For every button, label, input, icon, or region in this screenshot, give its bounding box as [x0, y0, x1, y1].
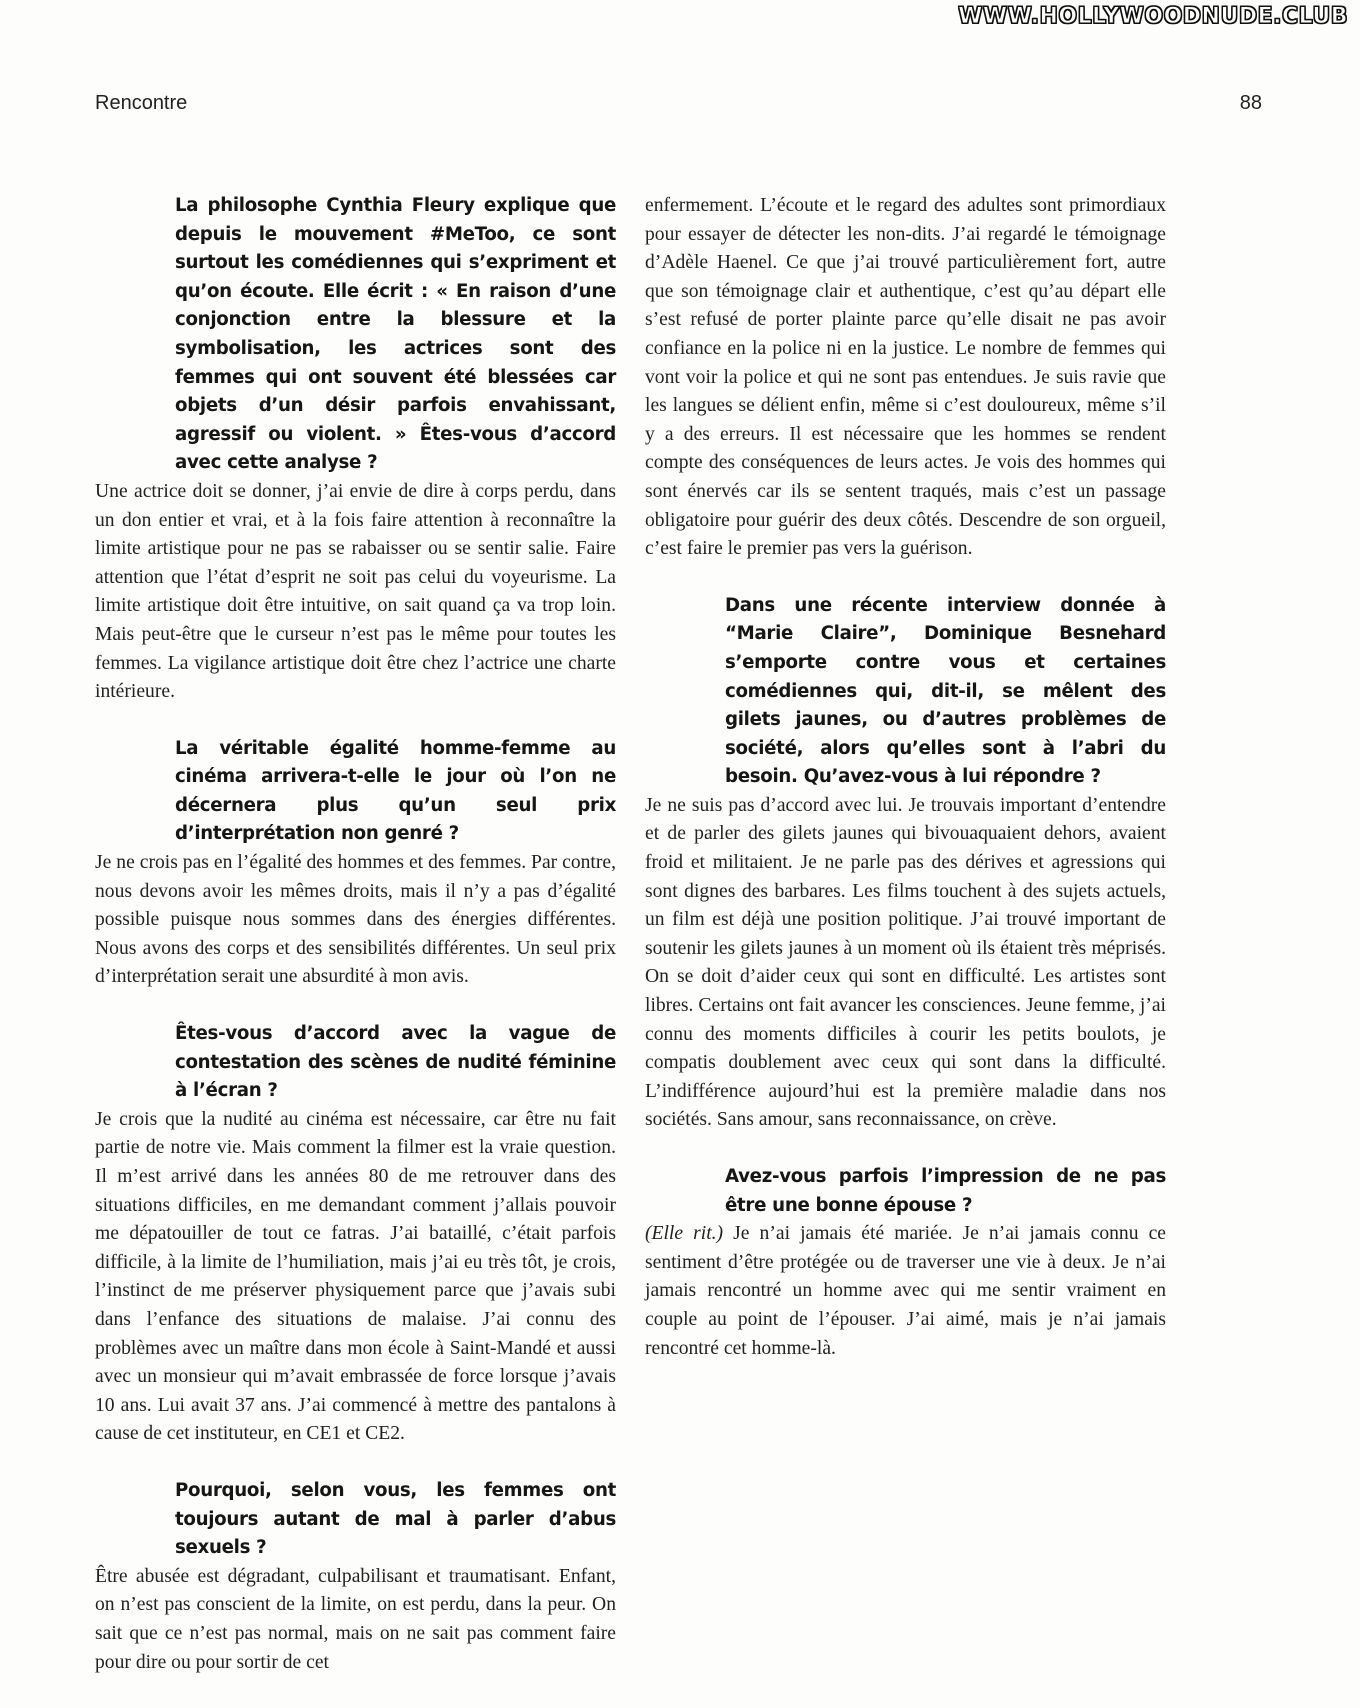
page-number: 88 — [1239, 92, 1262, 114]
answer-2: Je ne crois pas en l’égalité des hommes et des femmes. Par contre, nous devons avoir les mêmes droits, mais il n’y a pas d’égalité possible puisque nous sommes dans des énergies différentes. Nous avons des corps et des sensibilités différentes. Un seul prix d’interprétation serait une absurdité à mon avis. — [95, 852, 616, 988]
left-column — [95, 192, 616, 1677]
right-column — [645, 192, 1166, 1363]
answer-6-aside: (Elle rit.) — [645, 1223, 724, 1245]
question-4: Pourquoi, selon vous, les femmes ont toujours autant de mal à parler d’abus sexuels ? — [175, 1479, 616, 1559]
watermark: WWW.HOLLYWOODNUDE.CLUB — [958, 4, 1348, 29]
question-6: Avez-vous parfois l’impression de ne pas être une bonne épouse ? — [725, 1166, 1166, 1216]
answer-1: Une actrice doit se donner, j’ai envie de dire à corps perdu, dans un don entier et vrai, et à la fois faire attention à reconnaître la limite artistique pour ne pas se rabaisser ou se sentir salie. Faire attention que l’état d’esprit ne soit pas celui du voyeurisme. La limite artistique doit être intuitive, on sait quand ça va trop loin. Mais peut-être que le curseur n’est pas le même pour toutes les femmes. La vigilance artistique doit être chez l’actrice une charte intérieure. — [95, 480, 616, 703]
answer-4: Être abusée est dégradant, culpabilisant et traumatisant. Enfant, on n’est pas conscient de la limite, on est perdu, dans la peur. On sait que ce n’est pas normal, mais on ne sait pas comment faire pour dire ou pour sortir de cet — [95, 1565, 616, 1673]
question-5: Dans une récente interview donnée à “Marie Claire”, Dominique Besnehard s’emporte contre vous et certaines comédiennes qui, dit-il, se mêlent des gilets jaunes, ou d’autres problèmes de société, alors qu’elles sont à l’abri du besoin. Qu’avez-vous à lui répondre ? — [725, 594, 1166, 788]
question-2: La véritable égalité homme-femme au cinéma arrivera-t-elle le jour où l’on ne décernera plus qu’un seul prix d’interprétation non genré ? — [175, 737, 616, 845]
question-3: Êtes-vous d’accord avec la vague de contestation des scènes de nudité féminine à l’écran ? — [175, 1023, 616, 1102]
answer-6 — [645, 1220, 1166, 1363]
answer-5: Je ne suis pas d’accord avec lui. Je trouvais important d’entendre et de parler des gilets jaunes qui bivouaquaient dehors, avaient froid et militaient. Je ne parle pas des dérives et agressions qui sont dignes des barbares. Les films touchent à des sujets actuels, un film est déjà une position politique. J’ai trouvé important de soutenir les gilets jaunes à un moment où ils étaient très méprisés. On se doit d’aider ceux qui sont en difficulté. Les artistes sont libres. Certains ont fait avancer les consciences. Jeune femme, j’ai connu des moments difficiles à courir les petits boulots, je compatis doublement avec ceux qui sont dans la difficulté. L’indifférence aujourd’hui est la première maladie dans nos sociétés. Sans amour, sans reconnaissance, on crève. — [645, 794, 1166, 1131]
answer-6-text: Je n’ai jamais été mariée. Je n’ai jamais connu ce sentiment d’être protégée ou de traverser une vie à deux. Je n’ai jamais rencontré un homme avec qui me sentir vraiment en couple au point de l’épouser. J’ai aimé, mais je n’ai jamais rencontré cet homme-là. — [645, 1223, 1166, 1359]
section-title: Rencontre — [95, 92, 188, 114]
answer-4-continued: enfermement. L’écoute et le regard des adultes sont primordiaux pour essayer de détecter les non-dits. J’ai regardé le témoignage d’Adèle Haenel. Ce que j’ai trouvé particulièrement fort, autre que son témoignage clair et authentique, c’est qu’au départ elle s’est refusé de porter plainte parce qu’elle disait ne pas avoir confiance en la police ni en la justice. Le nombre de femmes qui vont voir la police et qui ne sont pas entendues. Je suis ravie que les langues se délient enfin, même si c’est douloureux, même s’il y a des erreurs. Il est nécessaire que les hommes se rendent compte des conséquences de leurs actes. Je vois des hommes qui sont énervés car ils se sentent traqués, mais c’est un passage obligatoire pour guérir des deux côtés. Descendre de son orgueil, c’est faire le premier pas vers la guérison. — [645, 195, 1166, 560]
question-1: La philosophe Cynthia Fleury explique que depuis le mouvement #MeToo, ce sont surtout les comédiennes qui s’expriment et qu’on écoute. Elle écrit : « En raison d’une conjonction entre la blessure et la symbolisation, les actrices sont des femmes qui ont souvent été blessées car objets d’un désir parfois envahissant, agressif ou violent. » Êtes-vous d’accord avec cette analyse ? — [175, 195, 616, 474]
answer-3: Je crois que la nudité au cinéma est nécessaire, car être nu fait partie de notre vie. Mais comment la filmer est la vraie question. Il m’est arrivé dans les années 80 de me retrouver dans des situations difficiles, en me demandant comment j’allais pouvoir me dépatouiller de tout ce fatras. J’ai bataillé, c’était parfois difficile, à la limite de l’humiliation, mais j’ai eu très tôt, je crois, l’instinct de me préserver physiquement parce que j’avais subi dans l’enfance des situations de malaise. J’ai connu des problèmes avec un maître dans mon école à Saint-Mandé et aussi avec un monsieur qui m’avait embrassée de force lorsque j’avais 10 ans. Lui avait 37 ans. J’ai commencé à mettre des pantalons à cause de cet instituteur, en CE1 et CE2. — [95, 1108, 616, 1445]
